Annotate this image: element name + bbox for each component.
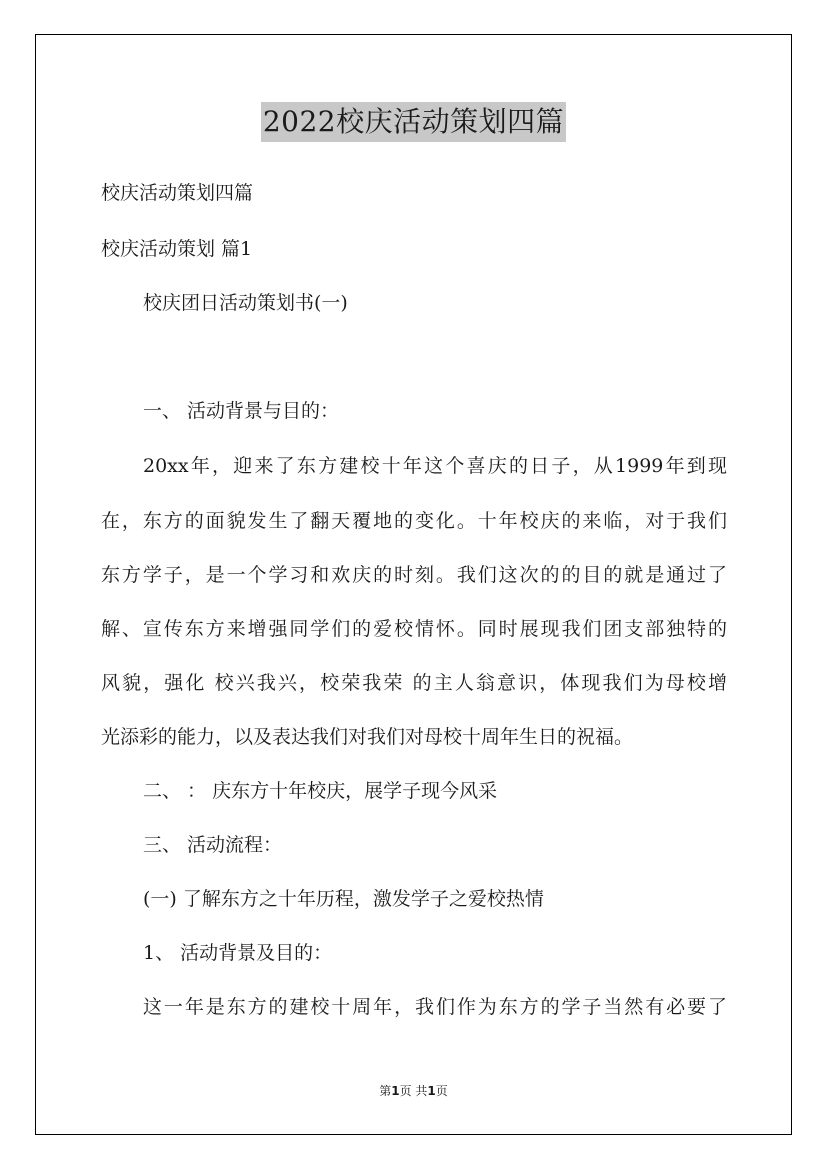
document-subtitle: 校庆活动策划四篇 — [101, 182, 254, 204]
paragraph-line: 风貌，强化 校兴我兴，校荣我荣 的主人翁意识，体现我们为母校增 — [101, 672, 727, 694]
paragraph-line: 解、宣传东方来增强同学们的爱校情怀。同时展现我们团支部独特的 — [101, 618, 727, 640]
page-number: 1 — [391, 1084, 400, 1098]
paragraph-line: 在，东方的面貌发生了翻天覆地的变化。十年校庆的来临，对于我们 — [101, 510, 727, 532]
page-prefix: 第 — [379, 1084, 392, 1098]
paragraph-line: 光添彩的能力，以及表达我们对我们对母校十周年生日的祝福。 — [101, 726, 634, 748]
paragraph-line: 20xx年，迎来了东方建校十年这个喜庆的日子，从1999年到现 — [143, 455, 727, 477]
plan-title: 校庆团日活动策划书(一) — [143, 292, 348, 314]
document-title: 2022校庆活动策划四篇 — [261, 102, 566, 142]
page-footer — [0, 1083, 827, 1099]
heading-theme: 二、 ： 庆东方十年校庆，展学子现今风采 — [143, 780, 498, 802]
section-heading: 校庆活动策划 篇1 — [101, 238, 253, 260]
heading-background-purpose: 一、 活动背景与目的： — [143, 400, 340, 422]
subheading-history: (一) 了解东方之十年历程，激发学子之爱校热情 — [143, 888, 544, 910]
paragraph-line: 这一年是东方的建校十周年，我们作为东方的学子当然有必要了 — [143, 996, 727, 1018]
paragraph-line: 东方学子，是一个学习和欢庆的时刻。我们这次的的目的就是通过了 — [101, 564, 727, 586]
heading-process: 三、 活动流程： — [143, 834, 283, 856]
page-total: 1 — [427, 1084, 436, 1098]
page-suffix: 页 — [435, 1084, 448, 1098]
page-mid: 页 共 — [399, 1084, 428, 1098]
item-background-purpose: 1、 活动背景及目的： — [143, 942, 333, 964]
document-title-block — [0, 101, 827, 142]
